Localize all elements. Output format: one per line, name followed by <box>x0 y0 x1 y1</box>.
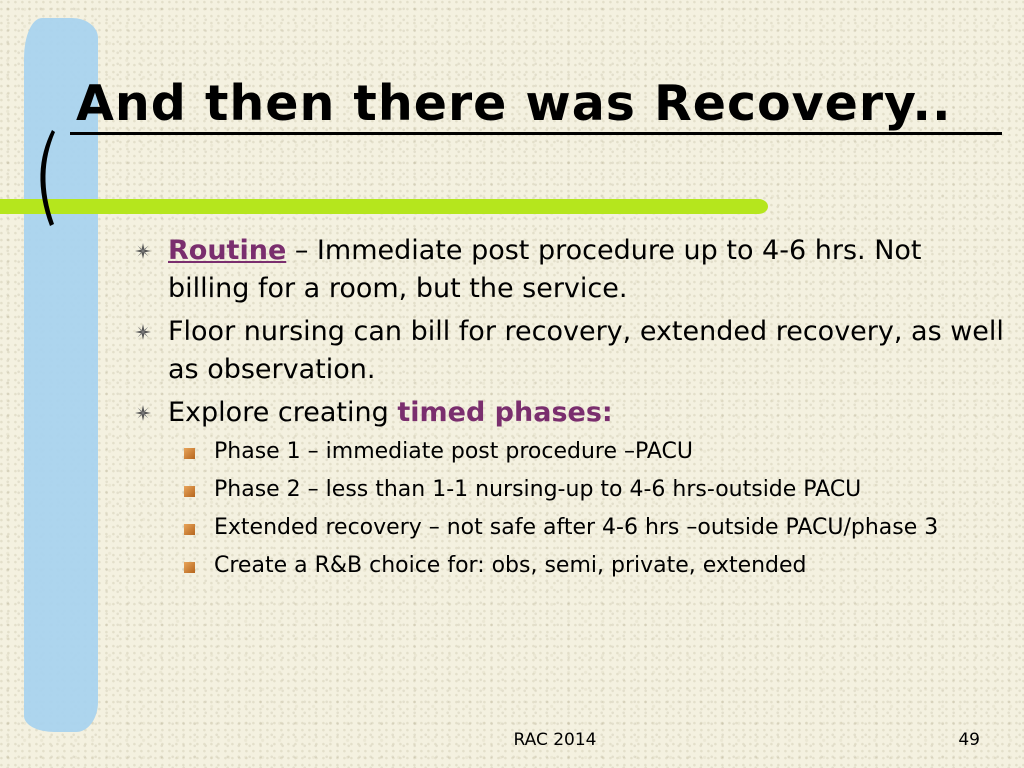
bullet-item <box>130 313 1010 389</box>
sub-bullet-item <box>130 513 1010 543</box>
bullet-item <box>130 232 1010 308</box>
sub-bullet-text: Phase 1 – immediate post procedure –PACU <box>214 439 693 464</box>
page-number: 49 <box>958 730 980 750</box>
bracket-icon <box>34 128 56 228</box>
bullet-text: – Immediate post procedure up to 4-6 hrs. Not billing for a room, but the service. <box>168 235 922 304</box>
asterisk-bullet-icon <box>134 404 152 422</box>
sub-bullet-text: Extended recovery – not safe after 4-6 hrs –outside PACU/phase 3 <box>214 515 939 540</box>
bullet-text: Floor nursing can bill for recovery, extended recovery, as well as observation. <box>168 316 1004 385</box>
asterisk-bullet-icon <box>134 323 152 341</box>
asterisk-bullet-icon <box>134 242 152 260</box>
sub-bullet-item <box>130 475 1010 505</box>
bullet-text: Explore creating <box>168 397 398 428</box>
routine-label: Routine <box>168 235 287 266</box>
square-bullet-icon <box>184 486 195 497</box>
square-bullet-icon <box>184 524 195 535</box>
bullet-list <box>130 232 1010 589</box>
decorative-green-bar <box>0 199 768 214</box>
bullet-item <box>130 394 1010 432</box>
slide-title: And then there was Recovery.. <box>76 75 952 132</box>
sub-bullet-text: Create a R&B choice for: obs, semi, private, extended <box>214 553 807 578</box>
title-underline <box>70 132 1002 135</box>
sub-bullet-item <box>130 437 1010 467</box>
footer-text: RAC 2014 <box>513 730 597 750</box>
timed-phases-emphasis: timed phases: <box>397 397 613 428</box>
sub-bullet-text: Phase 2 – less than 1-1 nursing-up to 4-6 hrs-outside PACU <box>214 477 862 502</box>
square-bullet-icon <box>184 448 195 459</box>
square-bullet-icon <box>184 562 195 573</box>
sub-bullet-item <box>130 551 1010 581</box>
